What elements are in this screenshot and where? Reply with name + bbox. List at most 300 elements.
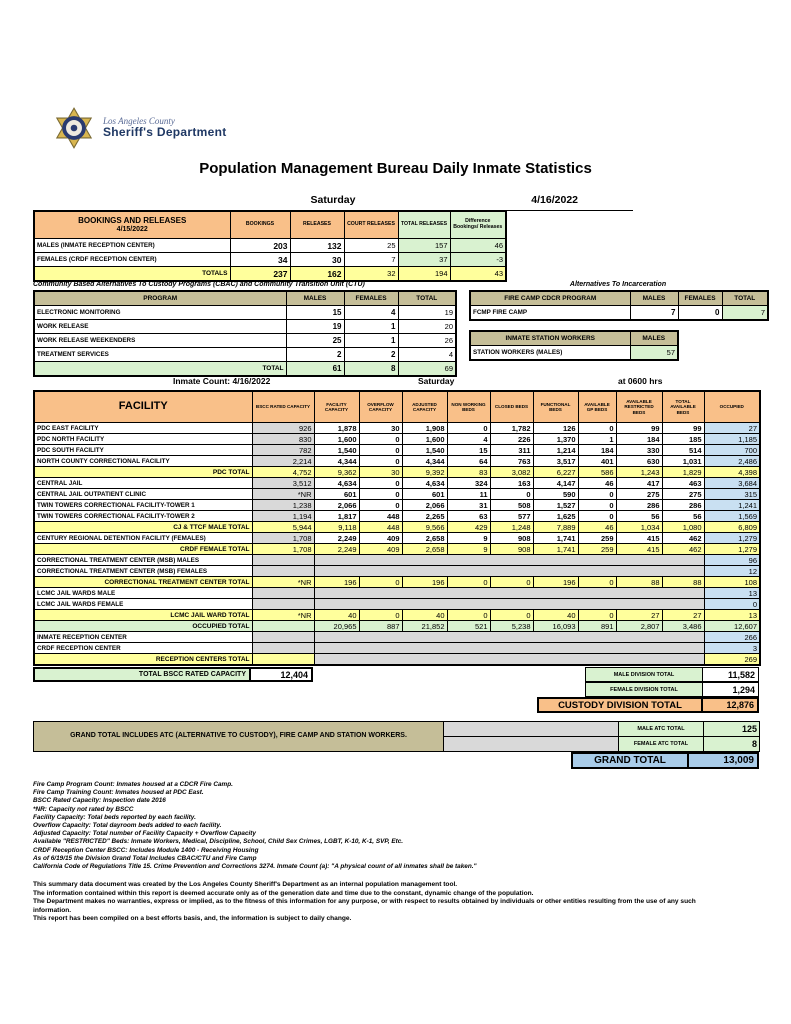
table-cell: 0 [359,445,402,456]
table-cell: CRDF RECEPTION CENTER [34,643,252,654]
footnote: CRDF Reception Center BSCC: Includes Module 1400 - Receiving Housing [33,846,259,854]
table-cell: 184 [616,434,662,445]
table-cell: 126 [533,423,578,434]
table-row [34,533,760,544]
table-cell: 275 [662,489,704,500]
inmate-count-title: Inmate Count: 4/16/2022 [173,376,271,386]
table-cell: 203 [230,239,290,253]
agency-brand [52,106,227,150]
table-cell: 887 [359,621,402,632]
table-row [34,654,760,666]
table-cell: 3,486 [662,621,704,632]
table-cell: 9 [447,533,490,544]
table-cell: 4,634 [314,478,359,489]
table-cell: 20 [398,320,456,334]
table-cell [314,588,704,599]
table-cell: FEMALES (CRDF RECEPTION CENTER) [34,253,230,267]
table-cell: 196 [314,577,359,588]
table-cell: 30 [359,423,402,434]
table-cell [252,621,314,632]
table-cell: 13 [704,610,760,621]
table-cell: PDC EAST FACILITY [34,423,252,434]
table-cell: 64 [447,456,490,467]
report-date: 4/16/2022 [531,194,578,206]
filler-cell [444,722,619,737]
table-cell: 69 [398,362,456,377]
table-cell: 63 [447,511,490,522]
report-day: Saturday [310,194,356,206]
table-cell: 700 [704,445,760,456]
table-cell: OCCUPIED TOTAL [34,621,252,632]
table-cell: 2,658 [402,533,447,544]
footnote: Available "RESTRICTED" Beds: Inmate Workers, Medical, Discipline, School, Child Sex Crimes, LGBT, K-10, K-1, SVP, Etc. [33,838,404,846]
table-cell [252,654,314,666]
table-cell: TWIN TOWERS CORRECTIONAL FACILITY-TOWER 1 [34,500,252,511]
page-title: Population Management Bureau Daily Inmate Statistics [199,160,592,177]
col-available-gp-beds: AVAILABLE GP BEDS [578,391,616,423]
table-cell: 0 [578,500,616,511]
grand-total-label: GRAND TOTAL [571,752,689,769]
col-adjusted-capacity: ADJUSTED CAPACITY [402,391,447,423]
facility-section [33,376,759,924]
station-workers-table [469,330,679,361]
table-cell: 40 [533,610,578,621]
col-court-releases: COURT RELEASES [344,211,398,239]
table-cell: 2,807 [616,621,662,632]
table-cell [314,599,704,610]
table-cell: 601 [402,489,447,500]
table-cell: 4 [344,306,398,320]
table-row [34,478,760,489]
table-cell: WORK RELEASE [34,320,286,334]
table-cell: 9,566 [402,522,447,533]
report-day-row [33,194,633,211]
table-cell: 286 [616,500,662,511]
table-cell: FCMP FIRE CAMP [470,306,630,321]
table-cell: 9 [447,544,490,555]
disclaimer-line: This summary data document was created by the Los Angeles County Sheriff's Department as an internal population management tool. [33,881,458,889]
table-cell: 630 [616,456,662,467]
table-cell: 5,238 [490,621,533,632]
table-cell: 0 [359,500,402,511]
male-division-label: MALE DIVISION TOTAL [585,667,703,682]
col-overflow-capacity: OVERFLOW CAPACITY [359,391,402,423]
table-cell: 108 [704,577,760,588]
table-cell: 21,852 [402,621,447,632]
table-row [34,267,506,282]
table-cell: 2,249 [314,533,359,544]
table-cell: 0 [359,456,402,467]
table-cell: 0 [704,599,760,610]
table-cell: 1 [344,334,398,348]
table-cell: 0 [359,478,402,489]
table-cell: 43 [450,267,506,282]
table-cell: 2,265 [402,511,447,522]
table-cell: 46 [578,522,616,533]
table-cell: TOTAL [34,362,286,377]
table-row [34,599,760,610]
table-row [34,621,760,632]
table-row [34,239,506,253]
table-cell: 286 [662,500,704,511]
male-division-value: 11,582 [703,667,759,682]
table-cell: 25 [344,239,398,253]
footnote: Fire Camp Program Count: Inmates housed at a CDCR Fire Camp. [33,781,233,788]
table-cell: -3 [450,253,506,267]
footnote: BSCC Rated Capacity: Inspection date 2016 [33,797,166,805]
table-header-row [34,211,506,239]
table-cell: 417 [616,478,662,489]
table-row [34,643,760,654]
col-total-releases: TOTAL RELEASES [398,211,450,239]
table-cell: 2,249 [314,544,359,555]
col-releases: RELEASES [290,211,344,239]
table-row [470,346,678,361]
table-cell: 2,658 [402,544,447,555]
filler-cell [444,737,619,752]
table-cell: 40 [314,610,359,621]
table-cell: 908 [490,533,533,544]
cbac-title: Community Based Alternatives To Custody Programs (CBAC) and Community Transition Unit (CTU) [33,281,365,288]
table-cell: 324 [447,478,490,489]
table-cell: PDC SOUTH FACILITY [34,445,252,456]
table-cell: MALES (INMATE RECEPTION CENTER) [34,239,230,253]
table-cell [314,654,704,666]
table-cell: 782 [252,445,314,456]
table-cell: 157 [398,239,450,253]
table-cell: 19 [398,306,456,320]
table-row [34,722,760,737]
grand-total-row [33,752,759,769]
col-males: MALES [286,291,344,306]
table-cell: 27 [616,610,662,621]
table-cell: 32 [344,267,398,282]
table-cell: 908 [490,544,533,555]
facility-titles [33,376,759,390]
table-cell: 1,241 [704,500,760,511]
table-cell: 590 [533,489,578,500]
table-cell: 521 [447,621,490,632]
female-division-row [585,682,759,697]
col-males: MALES [630,291,678,306]
table-cell: 1,031 [662,456,704,467]
table-cell: 1 [578,434,616,445]
table-cell: 259 [578,533,616,544]
table-cell: CJ & TTCF MALE TOTAL [34,522,252,533]
table-row [34,423,760,434]
footnote: Facility Capacity: Total beds reported by each facility. [33,813,196,821]
table-cell: 1,034 [616,522,662,533]
table-cell [252,566,314,577]
table-cell: 99 [616,423,662,434]
table-cell: 891 [578,621,616,632]
table-cell: 1,238 [252,500,314,511]
table-cell: 448 [359,522,402,533]
table-cell: 11 [447,489,490,500]
table-cell: 3,517 [533,456,578,467]
table-cell: 185 [662,434,704,445]
table-cell: 0 [578,577,616,588]
table-cell: 0 [359,489,402,500]
table-cell: 3,684 [704,478,760,489]
table-cell: 1,540 [314,445,359,456]
fire-camp-table [469,290,769,321]
table-cell: 61 [286,362,344,377]
table-cell: CENTRAL JAIL OUTPATIENT CLINIC [34,489,252,500]
table-cell: 7 [630,306,678,321]
table-cell: 1 [344,320,398,334]
table-cell: 226 [490,434,533,445]
table-cell: 1,279 [704,533,760,544]
table-cell: 1,248 [490,522,533,533]
table-cell: PDC TOTAL [34,467,252,478]
table-cell: 40 [402,610,447,621]
male-atc-label: MALE ATC TOTAL [619,722,704,737]
table-row [34,348,456,362]
bookings-table [33,210,507,282]
table-cell: 462 [662,533,704,544]
table-cell: 0 [447,577,490,588]
facility-time: at 0600 hrs [618,376,663,386]
table-cell: 1,625 [533,511,578,522]
table-cell: 1,708 [252,533,314,544]
table-cell: 88 [662,577,704,588]
table-cell: 99 [662,423,704,434]
table-cell: 0 [359,610,402,621]
table-row [34,434,760,445]
table-cell: 415 [616,544,662,555]
table-cell: 2,066 [402,500,447,511]
table-cell: 6,227 [533,467,578,478]
table-cell: 162 [290,267,344,282]
cbac-section [33,281,455,377]
table-cell: 196 [533,577,578,588]
table-cell: 409 [359,544,402,555]
female-division-value: 1,294 [703,682,759,697]
table-cell: LCMC JAIL WARD TOTAL [34,610,252,621]
table-cell: 448 [359,511,402,522]
table-cell: 12,607 [704,621,760,632]
table-cell: 275 [616,489,662,500]
table-cell: 1,741 [533,544,578,555]
table-row [34,253,506,267]
table-cell [314,643,704,654]
table-cell: 15 [286,306,344,320]
table-row [34,489,760,500]
table-cell: TWIN TOWERS CORRECTIONAL FACILITY-TOWER 2 [34,511,252,522]
table-cell: 0 [578,489,616,500]
table-cell: 196 [402,577,447,588]
total-bscc-value: 12,404 [251,667,313,682]
table-row [34,566,760,577]
footnote: *NR: Capacity not rated by BSCC [33,805,134,813]
table-cell: 514 [662,445,704,456]
table-row [34,500,760,511]
table-header-row [470,291,768,306]
table-cell: 31 [447,500,490,511]
table-cell: 15 [447,445,490,456]
table-cell: 4,752 [252,467,314,478]
table-cell: 3 [704,643,760,654]
col-facility: FACILITY [34,391,252,423]
table-cell: 1,908 [402,423,447,434]
table-cell: 266 [704,632,760,643]
table-cell: 601 [314,489,359,500]
table-cell: 9,362 [314,467,359,478]
col-closed-beds: CLOSED BEDS [490,391,533,423]
table-cell: 2 [286,348,344,362]
table-cell: 37 [398,253,450,267]
footnote: As of 6/19/15 the Division Grand Total Includes CBAC/CTU and Fire Camp [33,854,257,862]
table-cell: LCMC JAIL WARDS FEMALE [34,599,252,610]
table-cell: 88 [616,577,662,588]
grand-total-value: 13,009 [689,752,759,769]
table-cell: STATION WORKERS (MALES) [470,346,630,361]
table-cell: *NR [252,610,314,621]
facility-day: Saturday [418,376,455,386]
col-functional-beds: FUNCTIONAL BEDS [533,391,578,423]
table-cell: 1,782 [490,423,533,434]
table-cell: 132 [290,239,344,253]
table-cell: 926 [252,423,314,434]
table-cell: 0 [490,489,533,500]
table-row [34,306,456,320]
table-cell: 1,741 [533,533,578,544]
table-cell: 163 [490,478,533,489]
table-cell: 0 [678,306,722,321]
col-bscc-rated-capacity: BSCC RATED CAPACITY [252,391,314,423]
table-cell: 0 [490,577,533,588]
table-cell: WORK RELEASE WEEKENDERS [34,334,286,348]
table-cell: 415 [616,533,662,544]
col-program: PROGRAM [34,291,286,306]
disclaimer-line: The Department makes no warranties, express or implied, as to the fitness of this information for any purpose, or with respect to results obtained by individuals or other entities resulting from the use of any such information. [33,898,696,914]
female-atc-label: FEMALE ATC TOTAL [619,737,704,752]
table-cell: 0 [578,610,616,621]
agency-county: Los Angeles County [103,115,175,126]
col-occupied: OCCUPIED [704,391,760,423]
table-cell: *NR [252,489,314,500]
grand-total-block [33,721,760,752]
col-males: MALES [630,331,678,346]
table-cell: 6,809 [704,522,760,533]
table-cell: 26 [398,334,456,348]
sheriff-badge-icon [52,106,96,150]
table-header-row [470,331,678,346]
table-cell: CENTURY REGIONAL DETENTION FACILITY (FEMALES) [34,533,252,544]
table-header-row [34,391,760,423]
table-cell: 577 [490,511,533,522]
table-cell: 16,093 [533,621,578,632]
table-cell: 27 [704,423,760,434]
table-cell: 1,194 [252,511,314,522]
col-fire-camp: FIRE CAMP CDCR PROGRAM [470,291,630,306]
table-cell: 315 [704,489,760,500]
table-cell: 5,944 [252,522,314,533]
footnote: Fire Camp Training Count: Inmates housed at PDC East. [33,789,204,797]
table-cell: 462 [662,544,704,555]
table-cell: 2,486 [704,456,760,467]
table-cell: 1,370 [533,434,578,445]
table-cell: 1,569 [704,511,760,522]
table-cell: 1,817 [314,511,359,522]
total-bscc-row [33,667,313,682]
footnote: Adjusted Capacity: Total number of Facility Capacity + Overflow Capacity [33,830,256,838]
table-cell: TOTALS [34,267,230,282]
table-cell: 56 [662,511,704,522]
table-cell: 1,527 [533,500,578,511]
table-row [34,334,456,348]
table-cell: 463 [662,478,704,489]
table-cell: 1,214 [533,445,578,456]
total-bscc-label: TOTAL BSCC RATED CAPACITY [33,667,251,682]
table-cell [314,566,704,577]
disclaimer [33,881,733,924]
table-cell: 1,243 [616,467,662,478]
table-cell: 30 [290,253,344,267]
disclaimer-line: The information contained within this report is deemed accurate only as of the generation date and time due to the constant, dynamic change of the population. [33,889,534,897]
table-cell: 269 [704,654,760,666]
table-cell: NORTH COUNTY CORRECTIONAL FACILITY [34,456,252,467]
facility-table [33,390,761,666]
table-cell: *NR [252,577,314,588]
table-cell: 9,118 [314,522,359,533]
col-total: TOTAL [722,291,768,306]
col-facility-capacity: FACILITY CAPACITY [314,391,359,423]
table-cell: 46 [450,239,506,253]
table-cell: RECEPTION CENTERS TOTAL [34,654,252,666]
table-cell: TREATMENT SERVICES [34,348,286,362]
table-cell: 4,344 [402,456,447,467]
table-cell: CRDF FEMALE TOTAL [34,544,252,555]
table-cell: 401 [578,456,616,467]
table-cell: INMATE RECEPTION CENTER [34,632,252,643]
table-cell: 7 [344,253,398,267]
table-cell: 0 [490,610,533,621]
alternatives-section [469,281,767,361]
col-available-restricted-beds: AVAILABLE RESTRICTED BEDS [616,391,662,423]
table-cell: ELECTRONIC MONITORING [34,306,286,320]
table-cell: 763 [490,456,533,467]
table-cell: 1,080 [662,522,704,533]
table-cell: 586 [578,467,616,478]
table-cell: 0 [359,577,402,588]
disclaimer-line: This report has been compiled on a best efforts basis, and, the information is subject to daily change. [33,915,352,923]
table-row [34,588,760,599]
table-cell: 56 [616,511,662,522]
table-cell: 330 [616,445,662,456]
bookings-header: BOOKINGS AND RELEASES 4/15/2022 [34,211,230,239]
table-cell: 184 [578,445,616,456]
table-cell: 1,600 [314,434,359,445]
footnote: California Code of Regulations Title 15. Crime Prevention and Corrections 3274. Inmate Count (a): "A physical count of all inmates shall be taken." [33,862,477,870]
table-cell: 13 [704,588,760,599]
table-cell [314,632,704,643]
female-division-label: FEMALE DIVISION TOTAL [585,682,703,697]
table-row [34,522,760,533]
table-cell: 57 [630,346,678,361]
col-total: TOTAL [398,291,456,306]
col-bookings: BOOKINGS [230,211,290,239]
table-row [34,544,760,555]
table-row [34,467,760,478]
table-cell: 0 [578,423,616,434]
table-cell: 83 [447,467,490,478]
table-cell: 2,066 [314,500,359,511]
table-cell: 0 [578,511,616,522]
table-cell: 4,634 [402,478,447,489]
table-row [34,610,760,621]
